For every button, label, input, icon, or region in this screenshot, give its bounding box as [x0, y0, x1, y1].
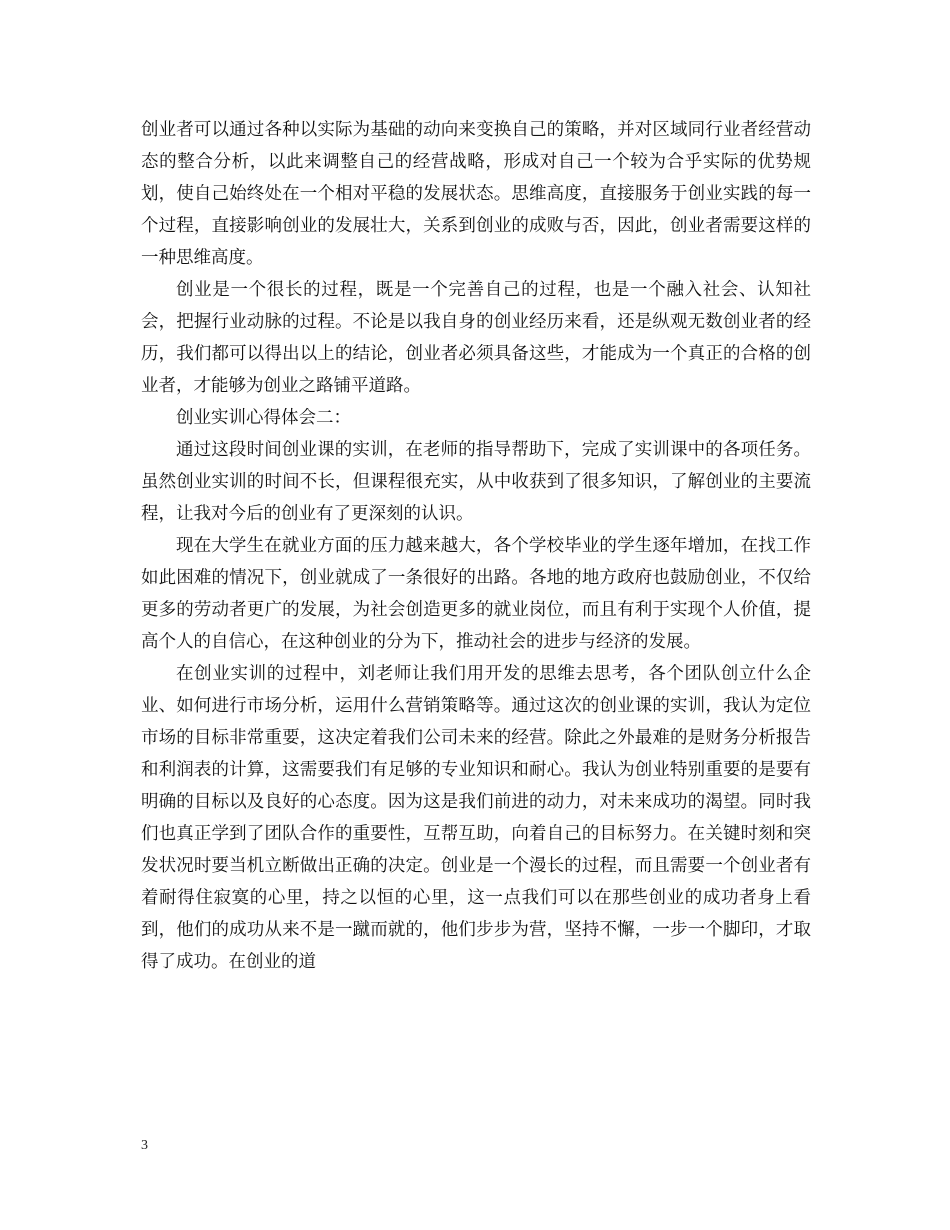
paragraph-3: 通过这段时间创业课的实训，在老师的指导帮助下，完成了实训课中的各项任务。虽然创业实训的时间不长，但课程很充实，从中收获到了很多知识，了解创业的主要流程，让我对今后的创业有了更深刻的认识。 — [141, 440, 811, 524]
document-body — [141, 114, 811, 978]
page-number: 3 — [141, 1138, 148, 1153]
section-heading: 创业实训心得体会二： — [176, 408, 351, 428]
paragraph-2: 创业是一个很长的过程，既是一个完善自己的过程，也是一个融入社会、认知社会，把握行业动脉的过程。不论是以我自身的创业经历来看，还是纵观无数创业者的经历，我们都可以得出以上的结论，创业者必须具备这些，才能成为一个真正的合格的创业者，才能够为创业之路铺平道路。 — [141, 280, 811, 396]
paragraph-4: 现在大学生在就业方面的压力越来越大，各个学校毕业的学生逐年增加，在找工作如此困难的情况下，创业就成了一条很好的出路。各地的地方政府也鼓励创业，不仅给更多的劳动者更广的发展，为社会创造更多的就业岗位，而且有利于实现个人价值，提高个人的自信心，在这种创业的分为下，推动社会的进步与经济的发展。 — [141, 536, 811, 652]
paragraph-5: 在创业实训的过程中，刘老师让我们用开发的思维去思考，各个团队创立什么企业、如何进行市场分析，运用什么营销策略等。通过这次的创业课的实训，我认为定位市场的目标非常重要，这决定着我们公司未来的经营。除此之外最难的是财务分析报告和利润表的计算，这需要我们有足够的专业知识和耐心。我认为创业特别重要的是要有明确的目标以及良好的心态度。因为这是我们前进的动力，对未来成功的渴望。同时我们也真正学到了团队合作的重要性，互帮互助，向着自己的目标努力。在关键时刻和突发状况时要当机立断做出正确的决定。创业是一个漫长的过程，而且需要一个创业者有着耐得住寂寞的心里，持之以恒的心里，这一点我们可以在那些创业的成功者身上看到，他们的成功从来不是一蹴而就的，他们步步为营，坚持不懈，一步一个脚印，才取得了成功。在创业的道 — [141, 664, 811, 972]
paragraph-1: 创业者可以通过各种以实际为基础的动向来变换自己的策略，并对区域同行业者经营动态的整合分析，以此来调整自己的经营战略，形成对自己一个较为合乎实际的优势规划，使自己始终处在一个相对平稳的发展状态。思维高度，直接服务于创业实践的每一个过程，直接影响创业的发展壮大，关系到创业的成败与否，因此，创业者需要这样的一种思维高度。 — [141, 120, 811, 268]
